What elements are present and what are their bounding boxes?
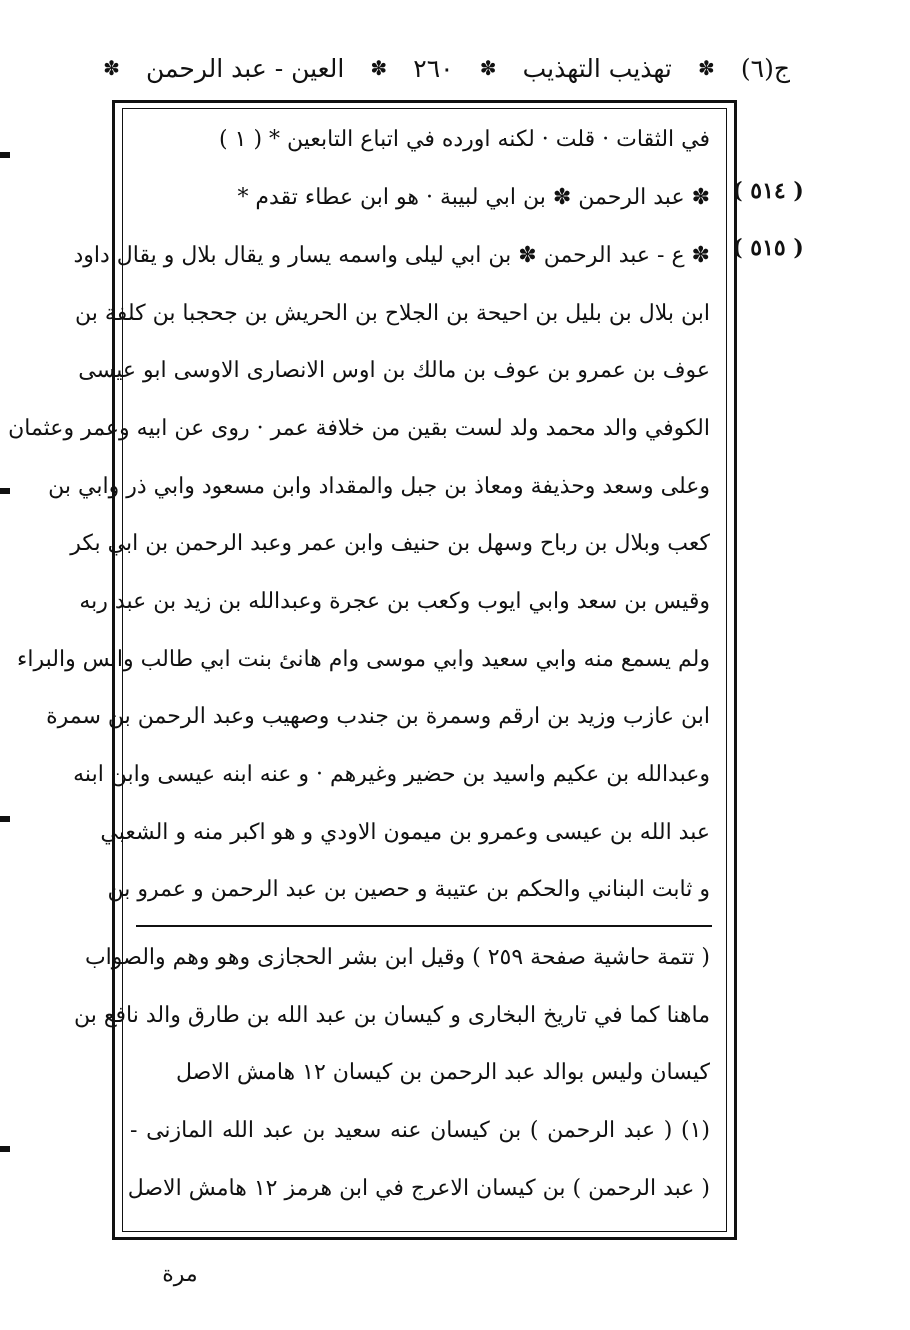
- body-line: ✽ ع - عبد الرحمن ✽ بن ابي ليلى واسمه يسار و يقال بلال و يقال داود: [73, 243, 710, 268]
- body-line: و ثابت البناني والحكم بن عتيبة و حصين بن عبد الرحمن و عمرو بن: [107, 877, 710, 902]
- footnote-line: (١) ( عبد الرحمن ) بن كيسان عنه سعيد بن عبد الله المازنى -: [130, 1118, 710, 1143]
- margin-mark: [0, 488, 10, 494]
- body-line: ابن بلال بن بليل بن احيحة بن الجلاح بن الحريش بن جحجبا بن كلفة بن: [75, 301, 710, 326]
- entry-number-514: ( ٥١٤ ): [732, 178, 804, 204]
- body-line: كعب وبلال بن رباح وسهل بن حنيف وابن عمر وعبد الرحمن بن ابي بكر: [70, 531, 710, 556]
- footnote-line: ماهنا كما في تاريخ البخارى و كيسان بن عبد الله بن طارق والد نافع بن: [73, 1003, 710, 1028]
- footnote-line: ( تتمة حاشية صفحة ٢٥٩ ) وقيل ابن بشر الحجازى وهو وهم والصواب: [84, 945, 710, 970]
- ornament-icon: ✽: [370, 56, 388, 80]
- body-line: ولم يسمع منه وابي سعيد وابي موسى وام هانئ بنت ابي طالب وانس والبراء: [17, 647, 710, 672]
- volume-label: ج(٦): [740, 53, 790, 83]
- margin-mark: [0, 816, 10, 822]
- footnote-line: ( عبد الرحمن ) بن كيسان الاعرج في ابن هرمز ١٢ هامش الاصل: [127, 1176, 710, 1201]
- margin-mark: [0, 152, 10, 158]
- body-line: وعلى وسعد وحذيفة ومعاذ بن جبل والمقداد وابن مسعود وابي ذر وابي بن: [48, 474, 710, 499]
- ornament-icon: ✽: [103, 56, 120, 80]
- body-line: عوف بن عمرو بن عوف بن مالك بن اوس الانصارى الاوسى ابو عيسى: [78, 358, 710, 383]
- footnote-line: كيسان وليس بوالد عبد الرحمن بن كيسان ١٢ هامش الاصل: [176, 1060, 710, 1085]
- body-line: ✽ عبد الرحمن ✽ بن ابي لبيبة · هو ابن عطاء تقدم *: [237, 185, 710, 210]
- body-line: ابن عازب وزيد بن ارقم وسمرة بن جندب وصهيب وعبد الرحمن بن سمرة: [46, 704, 710, 729]
- ornament-icon: ✽: [698, 56, 715, 80]
- body-line: وعبدالله بن عكيم واسيد بن حضير وغيرهم · و عنه ابنه عيسى وابن ابنه: [73, 762, 710, 787]
- body-line: وقيس بن سعد وابي ايوب وكعب بن عجرة وعبدالله بن زيد بن عبد ربه: [79, 589, 710, 614]
- margin-mark: [0, 1146, 10, 1152]
- body-line: في الثقات · قلت · لكنه اورده في اتباع التابعين * ( ١ ): [219, 127, 710, 152]
- footnote-divider: [136, 925, 712, 927]
- catchword: مرة: [162, 1262, 198, 1287]
- page-number: ٢٦٠: [413, 53, 454, 83]
- body-line: الكوفي والد محمد ولد لست بقين من خلافة عمر · روى عن ابيه وعمر وعثمان: [8, 416, 710, 441]
- book-title: تهذيب التهذيب: [522, 53, 672, 83]
- entry-number-515: ( ٥١٥ ): [732, 235, 804, 261]
- body-line: عبد الله بن عيسى وعمرو بن ميمون الاودي و هو اكبر منه و الشعبي: [100, 820, 710, 845]
- ornament-icon: ✽: [479, 56, 497, 80]
- section-title: العين - عبد الرحمن: [145, 53, 345, 83]
- page-header: [100, 42, 790, 94]
